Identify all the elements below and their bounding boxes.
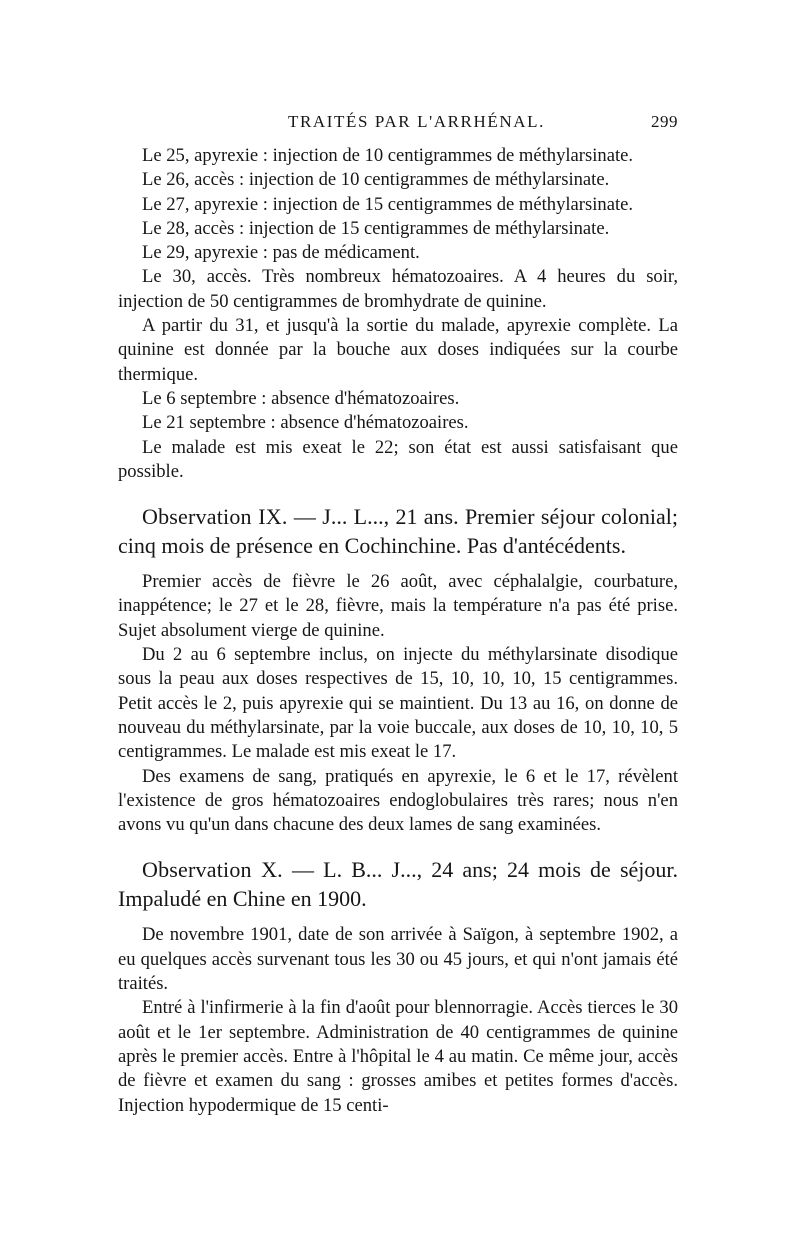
body-text — [118, 144, 678, 1118]
paragraph: Le malade est mis exeat le 22; son état est aussi satisfaisant que possible. — [118, 436, 678, 482]
paragraph: Le 28, accès : injection de 15 centigrammes de méthylarsinate. — [142, 217, 610, 239]
running-title: TRAITÉS PAR L'ARRHÉNAL. — [288, 112, 545, 131]
paragraph: Premier accès de fièvre le 26 août, avec céphalalgie, courbature, inappétence; le 27 et le 28, fièvre, mais la température n'a pas été prise. Sujet absolument vierge de quinine. — [118, 571, 678, 641]
paragraph: Le 27, apyrexie : injection de 15 centigrammes de méthylarsinate. — [142, 193, 634, 215]
observation-x-heading — [118, 855, 678, 913]
paragraph: A partir du 31, et jusqu'à la sortie du malade, apyrexie complète. La quinine est donnée par la bouche aux doses indiquées sur la courbe thermique. — [118, 315, 678, 385]
paragraph: Entré à l'infirmerie à la fin d'août pour blennorragie. Accès tierces le 30 août et le 1er septembre. Administration de 40 centigrammes de quinine après le premier accès. Entre à l'hôpital le 4 au matin. Ce même jour, accès de fièvre et examen du sang : grosses amibes et petites formes d'accès. Injection hypodermique de 15 centi- — [118, 997, 678, 1116]
paragraph: Le 30, accès. Très nombreux hématozoaires. A 4 heures du soir, injection de 50 centigrammes de bromhydrate de quinine. — [118, 266, 678, 312]
paragraph: Le 25, apyrexie : injection de 10 centigrammes de méthylarsinate. — [142, 145, 634, 166]
page-number: 299 — [651, 112, 678, 131]
paragraph: Le 29, apyrexie : pas de médicament. — [142, 242, 420, 264]
observation-x-text: — L. B... J..., 24 ans; 24 mois de séjour. Impaludé en Chine en 1900. — [118, 857, 678, 912]
paragraph: Le 26, accès : injection de 10 centigrammes de méthylarsinate. — [142, 169, 610, 191]
paragraph: Du 2 au 6 septembre inclus, on injecte du méthylarsinate disodique sous la peau aux doses respectives de 15, 10, 10, 10, 15 centigrammes. Petit accès le 2, puis apyrexie qui se maintient. Du 13 au 16, on donne de nouveau du méthylarsinate, par la voie buccale, aux doses de 10, 10, 10, 5 centigrammes. Le malade est mis exeat le 17. — [118, 644, 678, 763]
paragraph: De novembre 1901, date de son arrivée à Saïgon, à septembre 1902, a eu quelques accès survenant tous les 30 ou 45 jours, et qui n'ont jamais été traités. — [118, 924, 678, 995]
observation-ix-text: — J... L..., 21 ans. Premier séjour colonial; cinq mois de présence en Cochinchine. Pas d'antécédents. — [118, 504, 678, 559]
paragraph: Des examens de sang, pratiqués en apyrexie, le 6 et le 17, révèlent l'existence de gros hématozoaires endoglobulaires très rares; nous n'en avons vu qu'un dans chacune des deux lames de sang examinées. — [118, 765, 678, 836]
observation-ix-label: Observation IX. — [142, 504, 288, 530]
paragraph: Le 6 septembre : absence d'hématozoaires. — [142, 387, 460, 409]
paragraph: Le 21 septembre : absence d'hématozoaires. — [142, 412, 469, 434]
observation-x-label: Observation X. — [142, 857, 283, 883]
running-head — [118, 112, 678, 136]
observation-ix-heading — [118, 502, 678, 560]
